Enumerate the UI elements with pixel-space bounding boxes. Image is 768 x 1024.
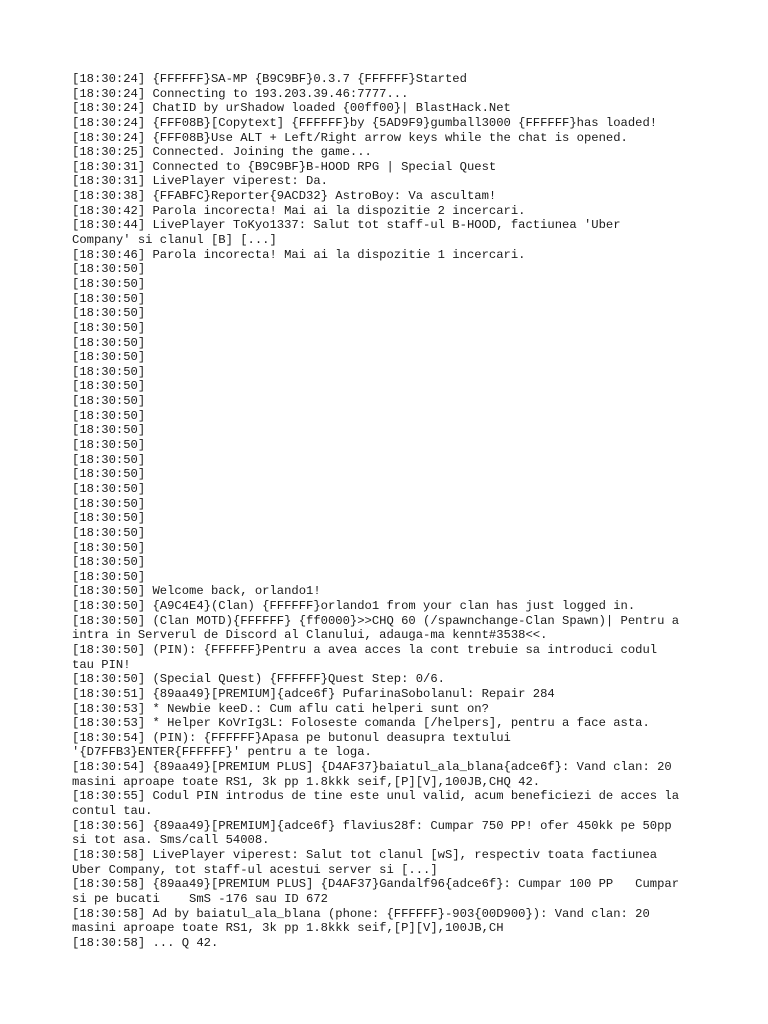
log-line: [18:30:54] (PIN): {FFFFFF}Apasa pe butonul deasupra textului [72, 730, 511, 745]
log-line: contul tau. [72, 804, 153, 819]
log-line: [18:30:50] [72, 408, 146, 423]
log-line: [18:30:58] ... Q 42. [72, 935, 219, 950]
log-line: [18:30:51] {89aa49}[PREMIUM]{adce6f} PufarinaSobolanul: Repair 284 [72, 686, 555, 701]
log-line: [18:30:53] * Newbie keeD.: Cum aflu cati helperi sunt on? [72, 701, 489, 716]
log-line: [18:30:46] Parola incorecta! Mai ai la dispozitie 1 incercari. [72, 247, 526, 262]
log-line: [18:30:24] Connecting to 193.203.39.46:7777... [72, 86, 409, 101]
log-line: [18:30:31] LivePlayer viperest: Da. [72, 174, 328, 189]
log-line: masini aproape toate RS1, 3k pp 1.8kkk seif,[P][V],100JB,CH [72, 921, 504, 936]
log-line: [18:30:50] [72, 350, 146, 365]
log-line: intra in Serverul de Discord al Clanului, adauga-ma kennt#3538<<. [72, 628, 548, 643]
log-line: [18:30:50] (Clan MOTD){FFFFFF} {ff0000}>>CHQ 60 (/spawnchange-Clan Spawn)| Pentru a [72, 613, 680, 628]
log-line: [18:30:54] {89aa49}[PREMIUM PLUS] {D4AF37}baiatul_ala_blana{adce6f}: Vand clan: 20 [72, 760, 672, 775]
log-line: [18:30:50] [72, 555, 146, 570]
log-line: [18:30:53] * Helper KoVrIg3L: Foloseste comanda [/helpers], pentru a face asta. [72, 716, 650, 731]
log-line: [18:30:50] [72, 394, 146, 409]
log-line: [18:30:50] (Special Quest) {FFFFFF}Quest Step: 0/6. [72, 672, 445, 687]
log-line: [18:30:58] {89aa49}[PREMIUM PLUS] {D4AF37}Gandalf96{adce6f}: Cumpar 100 PP Cumpar [72, 877, 680, 892]
log-line: [18:30:42] Parola incorecta! Mai ai la dispozitie 2 incercari. [72, 203, 526, 218]
log-line: '{D7FFB3}ENTER{FFFFFF}' pentru a te loga. [72, 745, 372, 760]
log-line: [18:30:50] {A9C4E4}(Clan) {FFFFFF}orlando1 from your clan has just logged in. [72, 599, 636, 614]
log-line: [18:30:50] [72, 306, 146, 321]
log-line: [18:30:50] [72, 481, 146, 496]
log-line: [18:30:50] [72, 467, 146, 482]
log-line: [18:30:50] [72, 320, 146, 335]
log-line: [18:30:50] [72, 291, 146, 306]
log-line: [18:30:24] ChatID by urShadow loaded {00ff00}| BlastHack.Net [72, 101, 511, 116]
log-line: [18:30:50] [72, 276, 146, 291]
log-line: [18:30:50] [72, 525, 146, 540]
log-line: [18:30:50] [72, 262, 146, 277]
log-line: [18:30:38] {FFABFC}Reporter{9ACD32} AstroBoy: Va ascultam! [72, 189, 497, 204]
log-line: [18:30:50] [72, 452, 146, 467]
log-line: [18:30:44] LivePlayer ToKyo1337: Salut tot staff-ul B-HOOD, factiunea 'Uber [72, 218, 621, 233]
log-line: si pe bucati SmS -176 sau ID 672 [72, 891, 328, 906]
log-line: [18:30:50] [72, 511, 146, 526]
log-line: Company' si clanul [B] [...] [72, 233, 277, 248]
log-line: [18:30:50] [72, 364, 146, 379]
log-line: [18:30:24] {FFF08B}Use ALT + Left/Right arrow keys while the chat is opened. [72, 130, 628, 145]
log-line: [18:30:50] Welcome back, orlando1! [72, 584, 321, 599]
log-line: masini aproape toate RS1, 3k pp 1.8kkk seif,[P][V],100JB,CHQ 42. [72, 774, 541, 789]
log-line: [18:30:50] [72, 335, 146, 350]
log-line: [18:30:50] [72, 540, 146, 555]
log-line: [18:30:25] Connected. Joining the game... [72, 145, 372, 160]
log-line: [18:30:50] (PIN): {FFFFFF}Pentru a avea acces la cont trebuie sa introduci codul [72, 642, 658, 657]
log-line: [18:30:24] {FFFFFF}SA-MP {B9C9BF}0.3.7 {FFFFFF}Started [72, 72, 467, 86]
log-line: [18:30:50] [72, 423, 146, 438]
log-line: [18:30:56] {89aa49}[PREMIUM]{adce6f} flavius28f: Cumpar 750 PP! ofer 450kk pe 50pp [72, 818, 672, 833]
log-line: [18:30:58] LivePlayer viperest: Salut tot clanul [wS], respectiv toata factiunea [72, 847, 658, 862]
log-line: [18:30:50] [72, 379, 146, 394]
chat-log [72, 72, 702, 950]
log-line: [18:30:31] Connected to {B9C9BF}B-HOOD RPG | Special Quest [72, 159, 497, 174]
log-line: tau PIN! [72, 657, 131, 672]
log-line: [18:30:50] [72, 438, 146, 453]
log-line: si tot asa. Sms/call 54008. [72, 833, 270, 848]
log-line: [18:30:50] [72, 569, 146, 584]
log-line: [18:30:50] [72, 496, 146, 511]
log-line: [18:30:24] {FFF08B}[Copytext] {FFFFFF}by {5AD9F9}gumball3000 {FFFFFF}has loaded! [72, 115, 658, 130]
log-line: [18:30:58] Ad by baiatul_ala_blana (phone: {FFFFFF}-903{00D900}): Vand clan: 20 [72, 906, 650, 921]
log-line: [18:30:55] Codul PIN introdus de tine este unul valid, acum beneficiezi de acces la [72, 789, 680, 804]
log-line: Uber Company, tot staff-ul acestui server si [...] [72, 862, 438, 877]
